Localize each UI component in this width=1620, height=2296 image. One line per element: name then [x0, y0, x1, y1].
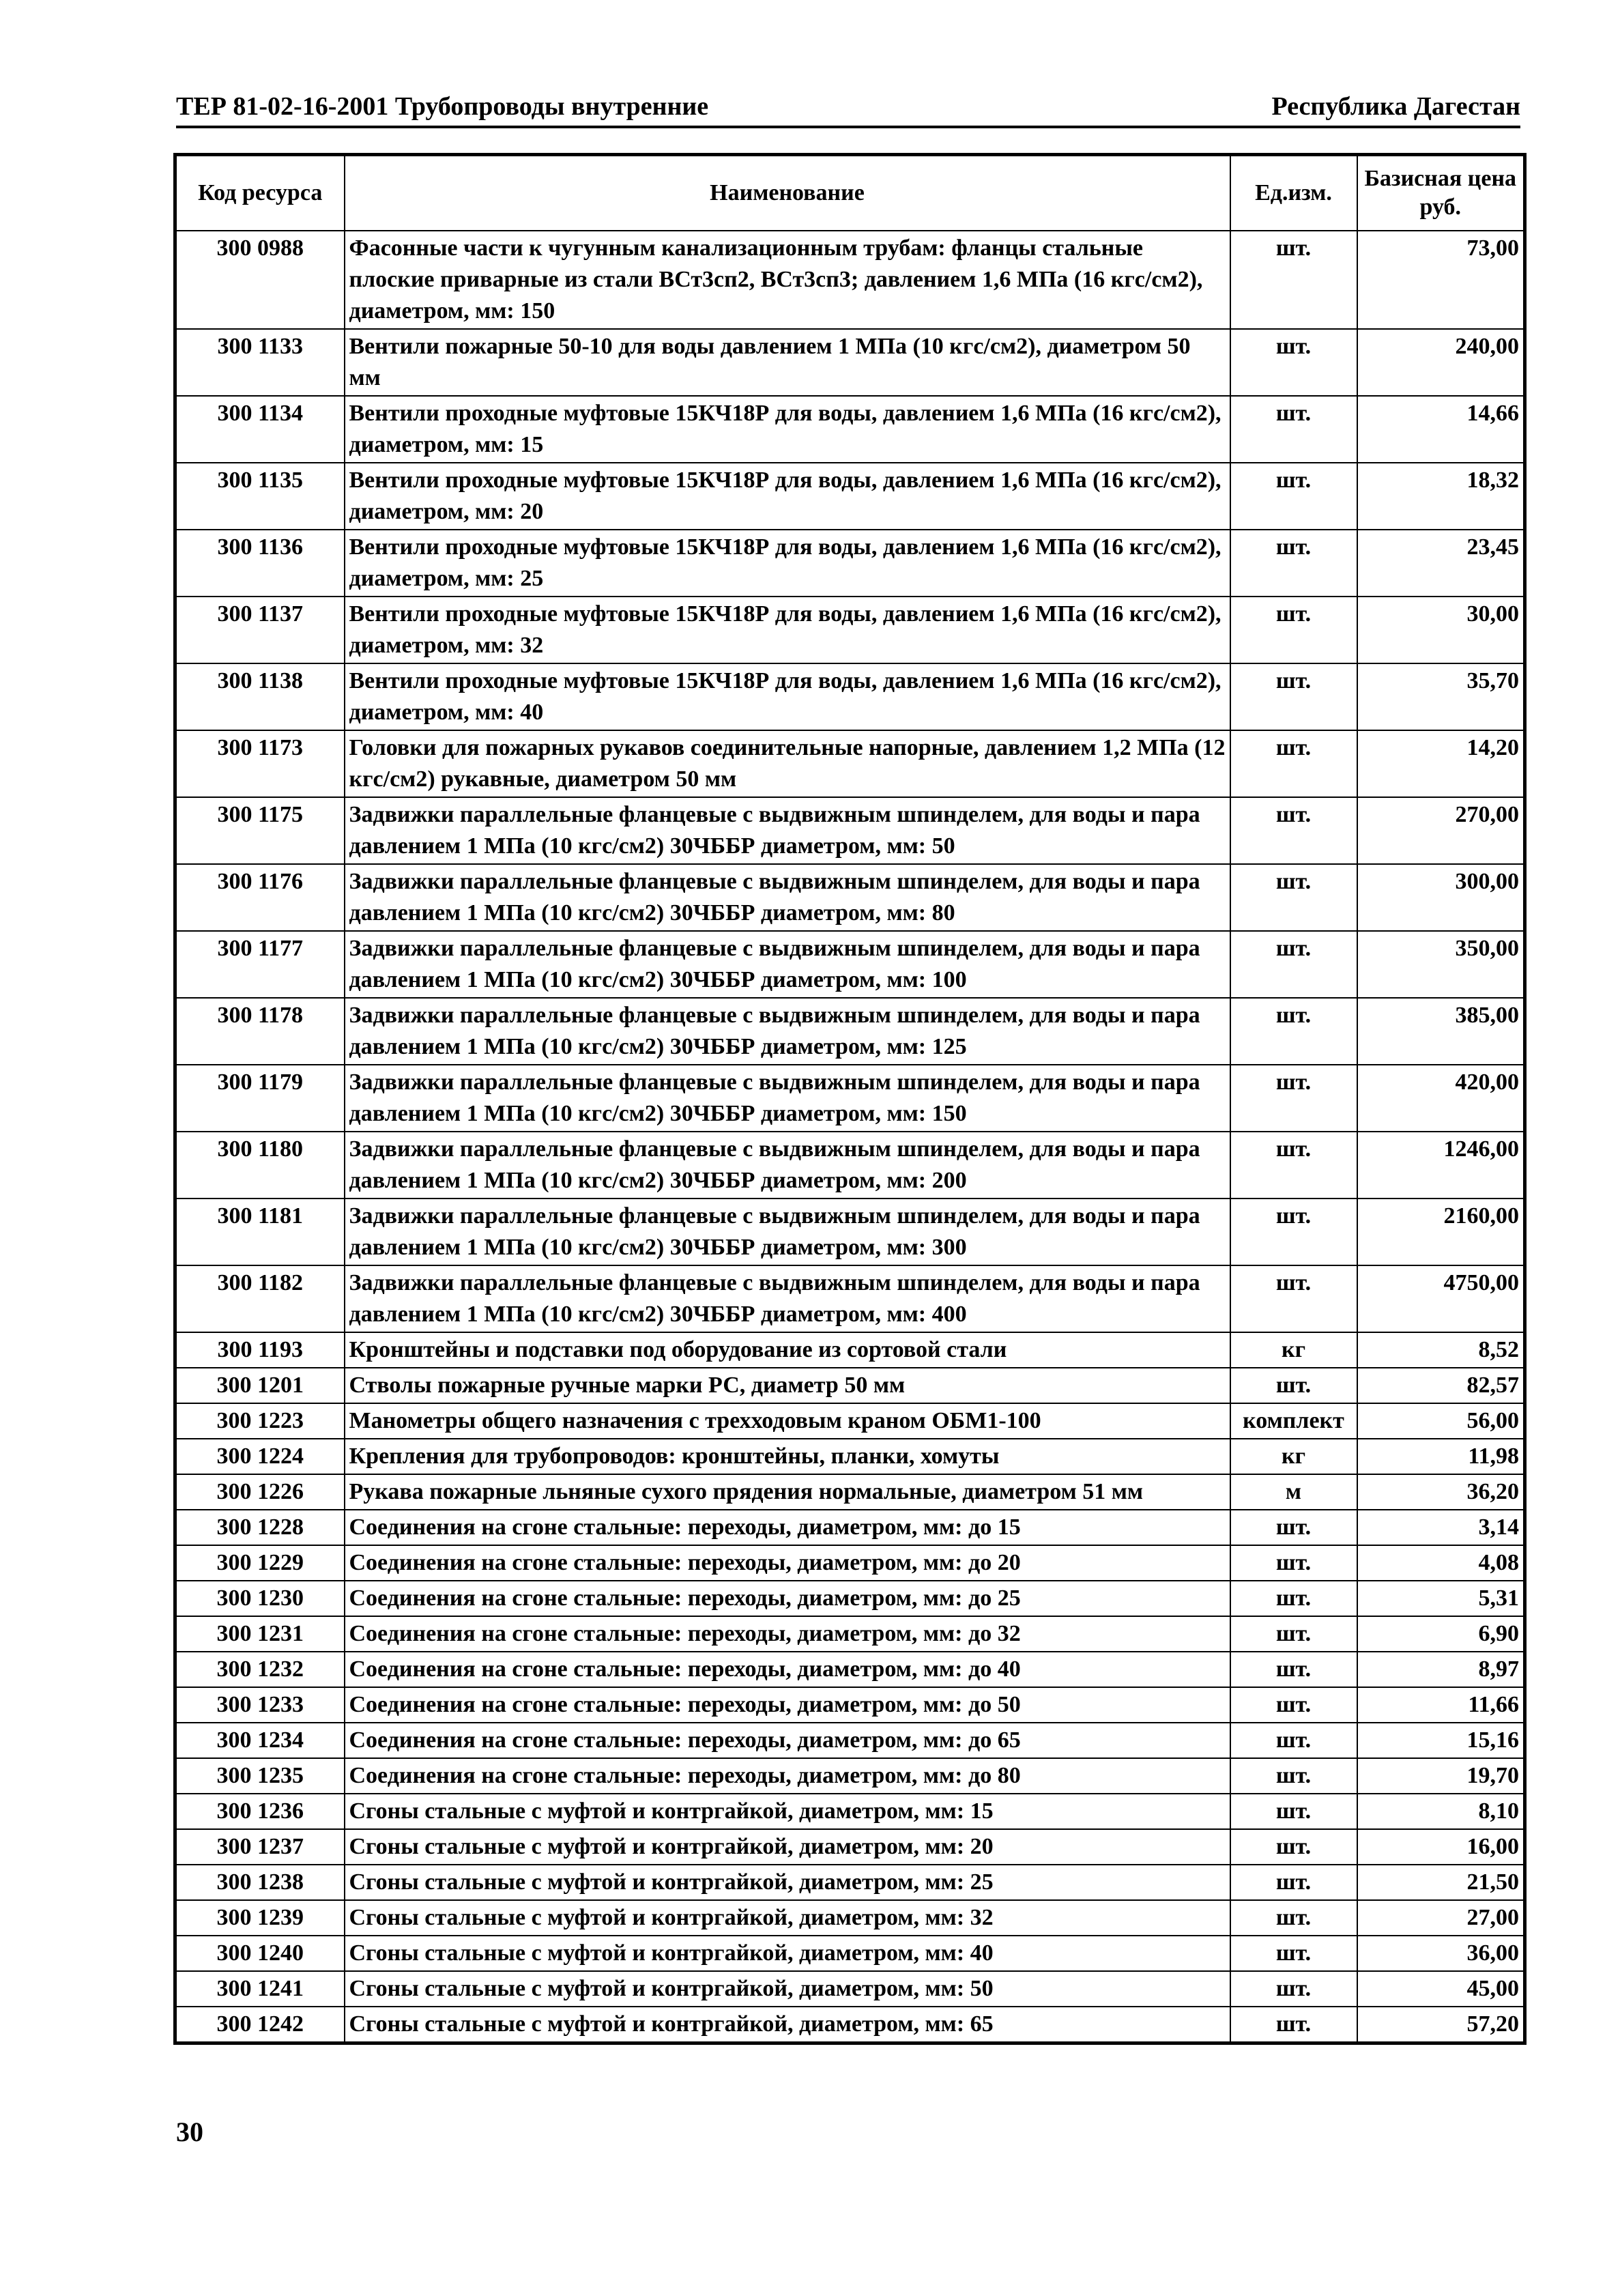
- cell-unit: шт.: [1230, 1616, 1357, 1652]
- cell-price: 15,16: [1357, 1723, 1525, 1758]
- cell-code: 300 1240: [175, 1936, 345, 1971]
- cell-name: Вентили проходные муфтовые 15КЧ18Р для воды, давлением 1,6 МПа (16 кгс/см2), диаметром, мм: 15: [345, 396, 1230, 463]
- cell-price: 385,00: [1357, 998, 1525, 1065]
- table-row: [175, 396, 1525, 463]
- cell-price: 19,70: [1357, 1758, 1525, 1794]
- cell-code: 300 1176: [175, 864, 345, 931]
- cell-name: Соединения на сгоне стальные: переходы, диаметром, мм: до 25: [345, 1581, 1230, 1616]
- cell-code: 300 1237: [175, 1829, 345, 1865]
- cell-price: 6,90: [1357, 1616, 1525, 1652]
- cell-price: 4,08: [1357, 1545, 1525, 1581]
- column-header-unit: Ед.изм.: [1230, 155, 1357, 231]
- cell-price: 73,00: [1357, 231, 1525, 329]
- table-row: [175, 1332, 1525, 1368]
- cell-code: 300 1201: [175, 1368, 345, 1403]
- cell-unit: шт.: [1230, 329, 1357, 396]
- cell-name: Задвижки параллельные фланцевые с выдвижным шпинделем, для воды и пара давлением 1 МПа (10 кгс/см2) 30ЧББР диаметром, мм: 50: [345, 797, 1230, 864]
- cell-name: Кронштейны и подставки под оборудование из сортовой стали: [345, 1332, 1230, 1368]
- cell-price: 3,14: [1357, 1510, 1525, 1545]
- cell-code: 300 1177: [175, 931, 345, 998]
- cell-code: 300 1234: [175, 1723, 345, 1758]
- table-row: [175, 1865, 1525, 1900]
- cell-unit: шт.: [1230, 1581, 1357, 1616]
- table-row: [175, 797, 1525, 864]
- table-row: [175, 1900, 1525, 1936]
- cell-price: 56,00: [1357, 1403, 1525, 1439]
- cell-name: Соединения на сгоне стальные: переходы, диаметром, мм: до 15: [345, 1510, 1230, 1545]
- cell-code: 300 1231: [175, 1616, 345, 1652]
- cell-unit: шт.: [1230, 864, 1357, 931]
- cell-name: Задвижки параллельные фланцевые с выдвижным шпинделем, для воды и пара давлением 1 МПа (10 кгс/см2) 30ЧББР диаметром, мм: 100: [345, 931, 1230, 998]
- cell-code: 300 1235: [175, 1758, 345, 1794]
- cell-name: Сгоны стальные с муфтой и контргайкой, диаметром, мм: 50: [345, 1971, 1230, 2007]
- cell-code: 300 1233: [175, 1687, 345, 1723]
- cell-unit: шт.: [1230, 663, 1357, 730]
- cell-unit: шт.: [1230, 1510, 1357, 1545]
- cell-price: 14,66: [1357, 396, 1525, 463]
- table-row: [175, 1616, 1525, 1652]
- table-row: [175, 463, 1525, 530]
- cell-name: Стволы пожарные ручные марки РС, диаметр 50 мм: [345, 1368, 1230, 1403]
- cell-name: Рукава пожарные льняные сухого прядения нормальные, диаметром 51 мм: [345, 1474, 1230, 1510]
- table-row: [175, 1265, 1525, 1332]
- cell-price: 350,00: [1357, 931, 1525, 998]
- cell-name: Вентили проходные муфтовые 15КЧ18Р для воды, давлением 1,6 МПа (16 кгс/см2), диаметром, мм: 25: [345, 530, 1230, 597]
- table-header-row: [175, 155, 1525, 231]
- table-row: [175, 1723, 1525, 1758]
- cell-unit: шт.: [1230, 1936, 1357, 1971]
- cell-price: 1246,00: [1357, 1132, 1525, 1199]
- table-row: [175, 1132, 1525, 1199]
- table-row: [175, 2007, 1525, 2043]
- table-row: [175, 1971, 1525, 2007]
- cell-unit: шт.: [1230, 1865, 1357, 1900]
- cell-unit: шт.: [1230, 1368, 1357, 1403]
- cell-code: 300 1242: [175, 2007, 345, 2043]
- cell-unit: м: [1230, 1474, 1357, 1510]
- cell-code: 300 1228: [175, 1510, 345, 1545]
- cell-price: 16,00: [1357, 1829, 1525, 1865]
- cell-unit: шт.: [1230, 463, 1357, 530]
- cell-name: Соединения на сгоне стальные: переходы, диаметром, мм: до 50: [345, 1687, 1230, 1723]
- table-row: [175, 1581, 1525, 1616]
- page-number: 30: [176, 2116, 203, 2147]
- cell-unit: шт.: [1230, 530, 1357, 597]
- cell-name: Манометры общего назначения с трехходовым краном ОБМ1-100: [345, 1403, 1230, 1439]
- cell-name: Соединения на сгоне стальные: переходы, диаметром, мм: до 80: [345, 1758, 1230, 1794]
- cell-code: 300 1175: [175, 797, 345, 864]
- table-row: [175, 931, 1525, 998]
- cell-code: 300 1137: [175, 597, 345, 663]
- cell-unit: шт.: [1230, 1971, 1357, 2007]
- cell-name: Вентили проходные муфтовые 15КЧ18Р для воды, давлением 1,6 МПа (16 кгс/см2), диаметром, мм: 40: [345, 663, 1230, 730]
- table-row: [175, 998, 1525, 1065]
- table-row: [175, 1829, 1525, 1865]
- table-row: [175, 329, 1525, 396]
- cell-price: 36,00: [1357, 1936, 1525, 1971]
- cell-price: 240,00: [1357, 329, 1525, 396]
- cell-name: Задвижки параллельные фланцевые с выдвижным шпинделем, для воды и пара давлением 1 МПа (10 кгс/см2) 30ЧББР диаметром, мм: 300: [345, 1199, 1230, 1265]
- cell-code: 300 1236: [175, 1794, 345, 1829]
- cell-name: Задвижки параллельные фланцевые с выдвижным шпинделем, для воды и пара давлением 1 МПа (10 кгс/см2) 30ЧББР диаметром, мм: 80: [345, 864, 1230, 931]
- cell-name: Соединения на сгоне стальные: переходы, диаметром, мм: до 20: [345, 1545, 1230, 1581]
- cell-price: 8,10: [1357, 1794, 1525, 1829]
- cell-unit: шт.: [1230, 1199, 1357, 1265]
- cell-unit: комплект: [1230, 1403, 1357, 1439]
- table-row: [175, 1474, 1525, 1510]
- cell-name: Соединения на сгоне стальные: переходы, диаметром, мм: до 32: [345, 1616, 1230, 1652]
- cell-code: 300 1181: [175, 1199, 345, 1265]
- cell-name: Соединения на сгоне стальные: переходы, диаметром, мм: до 40: [345, 1652, 1230, 1687]
- cell-price: 11,98: [1357, 1439, 1525, 1474]
- cell-unit: шт.: [1230, 1687, 1357, 1723]
- cell-name: Задвижки параллельные фланцевые с выдвижным шпинделем, для воды и пара давлением 1 МПа (10 кгс/см2) 30ЧББР диаметром, мм: 125: [345, 998, 1230, 1065]
- cell-unit: шт.: [1230, 1723, 1357, 1758]
- cell-name: Задвижки параллельные фланцевые с выдвижным шпинделем, для воды и пара давлением 1 МПа (10 кгс/см2) 30ЧББР диаметром, мм: 200: [345, 1132, 1230, 1199]
- cell-name: Головки для пожарных рукавов соединительные напорные, давлением 1,2 МПа (12 кгс/см2) рукавные, диаметром 50 мм: [345, 730, 1230, 797]
- cell-name: Задвижки параллельные фланцевые с выдвижным шпинделем, для воды и пара давлением 1 МПа (10 кгс/см2) 30ЧББР диаметром, мм: 150: [345, 1065, 1230, 1132]
- cell-price: 82,57: [1357, 1368, 1525, 1403]
- cell-unit: шт.: [1230, 1265, 1357, 1332]
- cell-code: 300 1135: [175, 463, 345, 530]
- cell-price: 23,45: [1357, 530, 1525, 597]
- cell-price: 14,20: [1357, 730, 1525, 797]
- cell-name: Фасонные части к чугунным канализационным трубам: фланцы стальные плоские приварные из стали ВСт3сп2, ВСт3сп3; давлением 1,6 МПа (16 кгс/см2), диаметром, мм: 150: [345, 231, 1230, 329]
- cell-name: Вентили проходные муфтовые 15КЧ18Р для воды, давлением 1,6 МПа (16 кгс/см2), диаметром, мм: 32: [345, 597, 1230, 663]
- table-body: [175, 231, 1525, 2043]
- cell-unit: шт.: [1230, 1132, 1357, 1199]
- running-header: [176, 81, 1520, 128]
- cell-unit: шт.: [1230, 1900, 1357, 1936]
- column-header-name: Наименование: [345, 155, 1230, 231]
- table-row: [175, 1510, 1525, 1545]
- table-row: [175, 864, 1525, 931]
- cell-price: 2160,00: [1357, 1199, 1525, 1265]
- table-row: [175, 1936, 1525, 1971]
- cell-unit: шт.: [1230, 797, 1357, 864]
- cell-name: Вентили проходные муфтовые 15КЧ18Р для воды, давлением 1,6 МПа (16 кгс/см2), диаметром, мм: 20: [345, 463, 1230, 530]
- cell-code: 300 1230: [175, 1581, 345, 1616]
- cell-code: 300 1136: [175, 530, 345, 597]
- cell-unit: шт.: [1230, 2007, 1357, 2043]
- cell-code: 300 0988: [175, 231, 345, 329]
- cell-name: Сгоны стальные с муфтой и контргайкой, диаметром, мм: 65: [345, 2007, 1230, 2043]
- cell-code: 300 1193: [175, 1332, 345, 1368]
- cell-unit: шт.: [1230, 1794, 1357, 1829]
- cell-unit: шт.: [1230, 1545, 1357, 1581]
- table-row: [175, 1545, 1525, 1581]
- cell-unit: шт.: [1230, 1652, 1357, 1687]
- cell-unit: шт.: [1230, 730, 1357, 797]
- cell-price: 45,00: [1357, 1971, 1525, 2007]
- cell-price: 18,32: [1357, 463, 1525, 530]
- table-row: [175, 663, 1525, 730]
- cell-name: Сгоны стальные с муфтой и контргайкой, диаметром, мм: 32: [345, 1900, 1230, 1936]
- cell-code: 300 1232: [175, 1652, 345, 1687]
- cell-unit: шт.: [1230, 597, 1357, 663]
- cell-price: 300,00: [1357, 864, 1525, 931]
- cell-unit: шт.: [1230, 231, 1357, 329]
- cell-code: 300 1179: [175, 1065, 345, 1132]
- table-row: [175, 1794, 1525, 1829]
- table-row: [175, 1439, 1525, 1474]
- table-row: [175, 1758, 1525, 1794]
- cell-price: 35,70: [1357, 663, 1525, 730]
- cell-code: 300 1223: [175, 1403, 345, 1439]
- cell-code: 300 1241: [175, 1971, 345, 2007]
- cell-code: 300 1173: [175, 730, 345, 797]
- cell-code: 300 1133: [175, 329, 345, 396]
- cell-price: 27,00: [1357, 1900, 1525, 1936]
- cell-name: Задвижки параллельные фланцевые с выдвижным шпинделем, для воды и пара давлением 1 МПа (10 кгс/см2) 30ЧББР диаметром, мм: 400: [345, 1265, 1230, 1332]
- cell-code: 300 1229: [175, 1545, 345, 1581]
- table-row: [175, 730, 1525, 797]
- cell-unit: шт.: [1230, 1065, 1357, 1132]
- cell-price: 57,20: [1357, 2007, 1525, 2043]
- cell-name: Сгоны стальные с муфтой и контргайкой, диаметром, мм: 15: [345, 1794, 1230, 1829]
- region-name: Республика Дагестан: [1271, 92, 1520, 121]
- column-header-code: Код ресурса: [175, 155, 345, 231]
- cell-unit: шт.: [1230, 1758, 1357, 1794]
- cell-price: 11,66: [1357, 1687, 1525, 1723]
- cell-price: 8,52: [1357, 1332, 1525, 1368]
- cell-code: 300 1138: [175, 663, 345, 730]
- table-row: [175, 1065, 1525, 1132]
- cell-name: Вентили пожарные 50-10 для воды давлением 1 МПа (10 кгс/см2), диаметром 50 мм: [345, 329, 1230, 396]
- cell-price: 8,97: [1357, 1652, 1525, 1687]
- cell-code: 300 1178: [175, 998, 345, 1065]
- table-row: [175, 597, 1525, 663]
- cell-price: 5,31: [1357, 1581, 1525, 1616]
- cell-name: Соединения на сгоне стальные: переходы, диаметром, мм: до 65: [345, 1723, 1230, 1758]
- column-header-price: Базисная цена руб.: [1357, 155, 1525, 231]
- table-row: [175, 1652, 1525, 1687]
- table-row: [175, 1403, 1525, 1439]
- cell-name: Сгоны стальные с муфтой и контргайкой, диаметром, мм: 20: [345, 1829, 1230, 1865]
- cell-price: 21,50: [1357, 1865, 1525, 1900]
- table-row: [175, 1199, 1525, 1265]
- cell-code: 300 1180: [175, 1132, 345, 1199]
- document-title: ТЕР 81-02-16-2001 Трубопроводы внутренние: [176, 92, 709, 121]
- table-row: [175, 1368, 1525, 1403]
- table-row: [175, 231, 1525, 329]
- cell-name: Сгоны стальные с муфтой и контргайкой, диаметром, мм: 25: [345, 1865, 1230, 1900]
- cell-name: Сгоны стальные с муфтой и контргайкой, диаметром, мм: 40: [345, 1936, 1230, 1971]
- cell-price: 30,00: [1357, 597, 1525, 663]
- cell-price: 36,20: [1357, 1474, 1525, 1510]
- cell-code: 300 1239: [175, 1900, 345, 1936]
- cell-price: 270,00: [1357, 797, 1525, 864]
- cell-unit: кг: [1230, 1439, 1357, 1474]
- cell-code: 300 1182: [175, 1265, 345, 1332]
- table-row: [175, 530, 1525, 597]
- cell-unit: шт.: [1230, 931, 1357, 998]
- cell-unit: кг: [1230, 1332, 1357, 1368]
- table-row: [175, 1687, 1525, 1723]
- cell-code: 300 1238: [175, 1865, 345, 1900]
- cell-price: 4750,00: [1357, 1265, 1525, 1332]
- cell-code: 300 1134: [175, 396, 345, 463]
- cell-price: 420,00: [1357, 1065, 1525, 1132]
- cell-unit: шт.: [1230, 396, 1357, 463]
- cell-code: 300 1226: [175, 1474, 345, 1510]
- resource-price-table: [173, 153, 1527, 2045]
- cell-unit: шт.: [1230, 1829, 1357, 1865]
- cell-name: Крепления для трубопроводов: кронштейны, планки, хомуты: [345, 1439, 1230, 1474]
- cell-code: 300 1224: [175, 1439, 345, 1474]
- cell-unit: шт.: [1230, 998, 1357, 1065]
